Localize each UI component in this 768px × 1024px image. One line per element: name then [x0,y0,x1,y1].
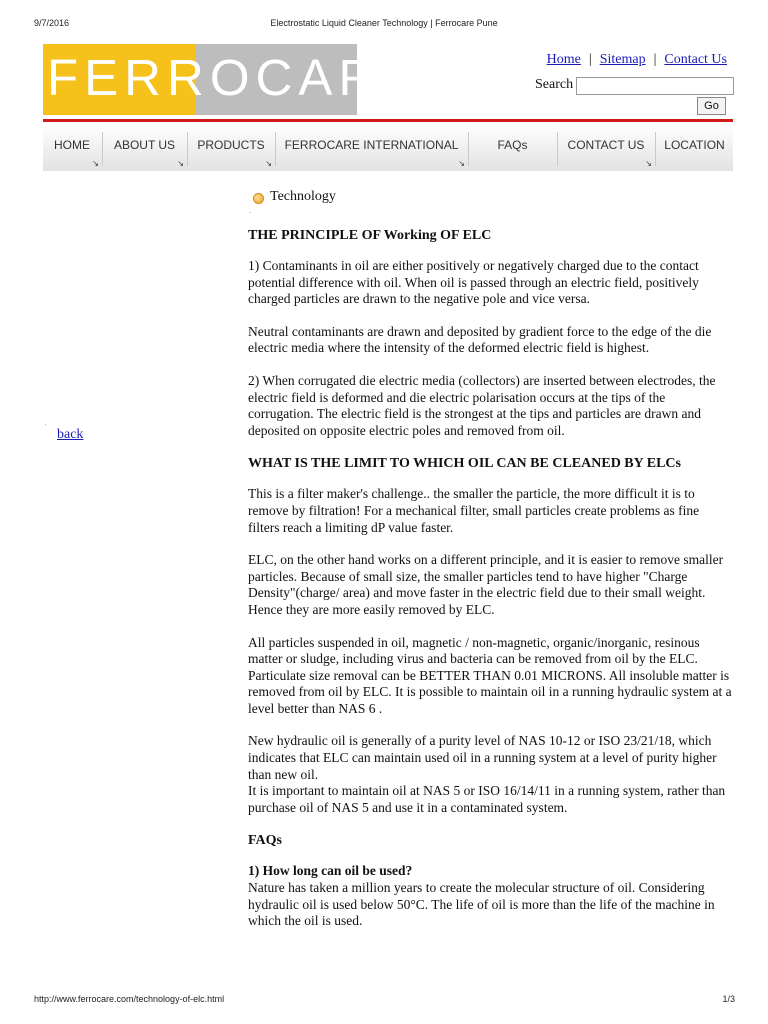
faq-heading: FAQs [248,833,282,849]
print-page-title: Electrostatic Liquid Cleaner Technology | Ferrocare Pune [270,18,498,28]
paragraph: All particles suspended in oil, magnetic / non-magnetic, organic/inorganic, resinous matter or sludge, including virus and bacteria can be removed from oil by the ELC. Particulate size removal can be BETTER THAN 0.01 MICRONS. All insoluble matter is removed from oil by ELC. It is possible to maintain oil in a running hydraulic system at a level better than NAS 6 . [248,634,732,716]
side-marker: ' [45,424,47,430]
print-date: 9/7/2016 [34,18,70,28]
section-heading: WHAT IS THE LIMIT TO WHICH OIL CAN BE CLEANED BY ELCs [248,456,681,472]
nav-label: CONTACT US [567,138,645,152]
search-input[interactable] [576,77,734,95]
nav-item-location[interactable] [656,124,733,171]
top-links [547,52,727,68]
dropdown-arrow-icon: ↘ [645,159,652,168]
dropdown-arrow-icon: ↘ [177,159,184,168]
main-content [248,227,732,946]
go-button[interactable]: Go [697,97,726,115]
link-separator: | [588,52,592,67]
dropdown-arrow-icon: ↘ [265,159,272,168]
section-heading: THE PRINCIPLE OF Working OF ELC [248,228,492,243]
paragraph: 1) Contaminants in oil are either positively or negatively charged due to the contact potential difference with oil. When oil is passed through an electric field, positively charged particles are drawn to the negative pole and vice versa. [248,258,699,307]
paragraph: ELC, on the other hand works on a different principle, and it is easier to remove smaller particles. Because of small size, the smaller particles tend to have higher "Charge Density"(charge/ area) and move faster in the electric field due to their small weight. Hence they are more easily removed by ELC. [248,552,724,617]
paragraph: 2) When corrugated die electric media (collectors) are inserted between electrodes, the electric field is deformed and die electric polarisation occurs at the tips of the corrugation. The electric field is the strongest at the tips and particles are drawn and deposited on opposite electric poles and removed from oil. [248,372,716,438]
back-link[interactable]: back [57,427,84,442]
link-separator: | [653,52,657,67]
print-url: http://www.ferrocare.com/technology-of-elc.html [34,994,225,1004]
breadcrumb [253,189,336,205]
search-label: Search [535,77,574,92]
nav-item-products[interactable] [188,124,274,171]
breadcrumb-label: Technology [270,189,336,204]
nav-item-contact-us[interactable] [558,124,654,171]
nav-item-ferrocare-international[interactable] [276,124,467,171]
faq-item [248,863,732,929]
nav-label: LOCATION [664,138,725,152]
print-page-number: 1/3 [722,994,735,1004]
header-red-line [43,119,733,122]
faq-answer: Nature has taken a million years to create the molecular structure of oil. Considering hydraulic oil is used below 50°C. The life of oil is more than the life of the machine in which the oil is used. [248,880,715,929]
paragraph: Neutral contaminants are drawn and deposited by gradient force to the edge of the die electric media where the intensity of the deformed electric field is highest. [248,323,712,356]
logo-text: FERROCARE [47,49,422,106]
bullet-icon [253,193,264,204]
nav-label: ABOUT US [113,138,176,152]
paragraph: New hydraulic oil is generally of a purity level of NAS 10-12 or ISO 23/21/18, which indicates that ELC can maintain used oil in a running system at a level of purity higher than new oil. [248,733,717,782]
faq-question: 1) How long can oil be used? [248,863,413,879]
breadcrumb-marker: - [249,210,251,216]
dropdown-arrow-icon: ↘ [458,159,465,168]
nav-label: PRODUCTS [197,138,265,152]
nav-label: FAQs [497,138,528,152]
contact-us-link[interactable]: Contact Us [664,52,727,67]
home-link[interactable]: Home [546,52,581,67]
paragraph: It is important to maintain oil at NAS 5 or ISO 16/14/11 in a running system, rather than purchase oil of NAS 5 and use it in a contaminated system. [248,783,726,815]
paragraph: This is a filter maker's challenge.. the smaller the particle, the more difficult it is to remove by filtration! For a mechanical filter, small particles create problems as fine filters reach a limiting dP value faster. [248,486,700,535]
sitemap-link[interactable]: Sitemap [599,52,646,67]
nav-item-faqs[interactable] [469,124,556,171]
nav-item-home[interactable] [43,124,101,171]
ferrocare-logo[interactable] [43,44,422,115]
main-nav [43,124,733,171]
nav-label: FERROCARE INTERNATIONAL [284,138,459,152]
nav-label: HOME [54,138,90,152]
nav-item-about-us[interactable] [103,124,186,171]
dropdown-arrow-icon: ↘ [92,159,99,168]
